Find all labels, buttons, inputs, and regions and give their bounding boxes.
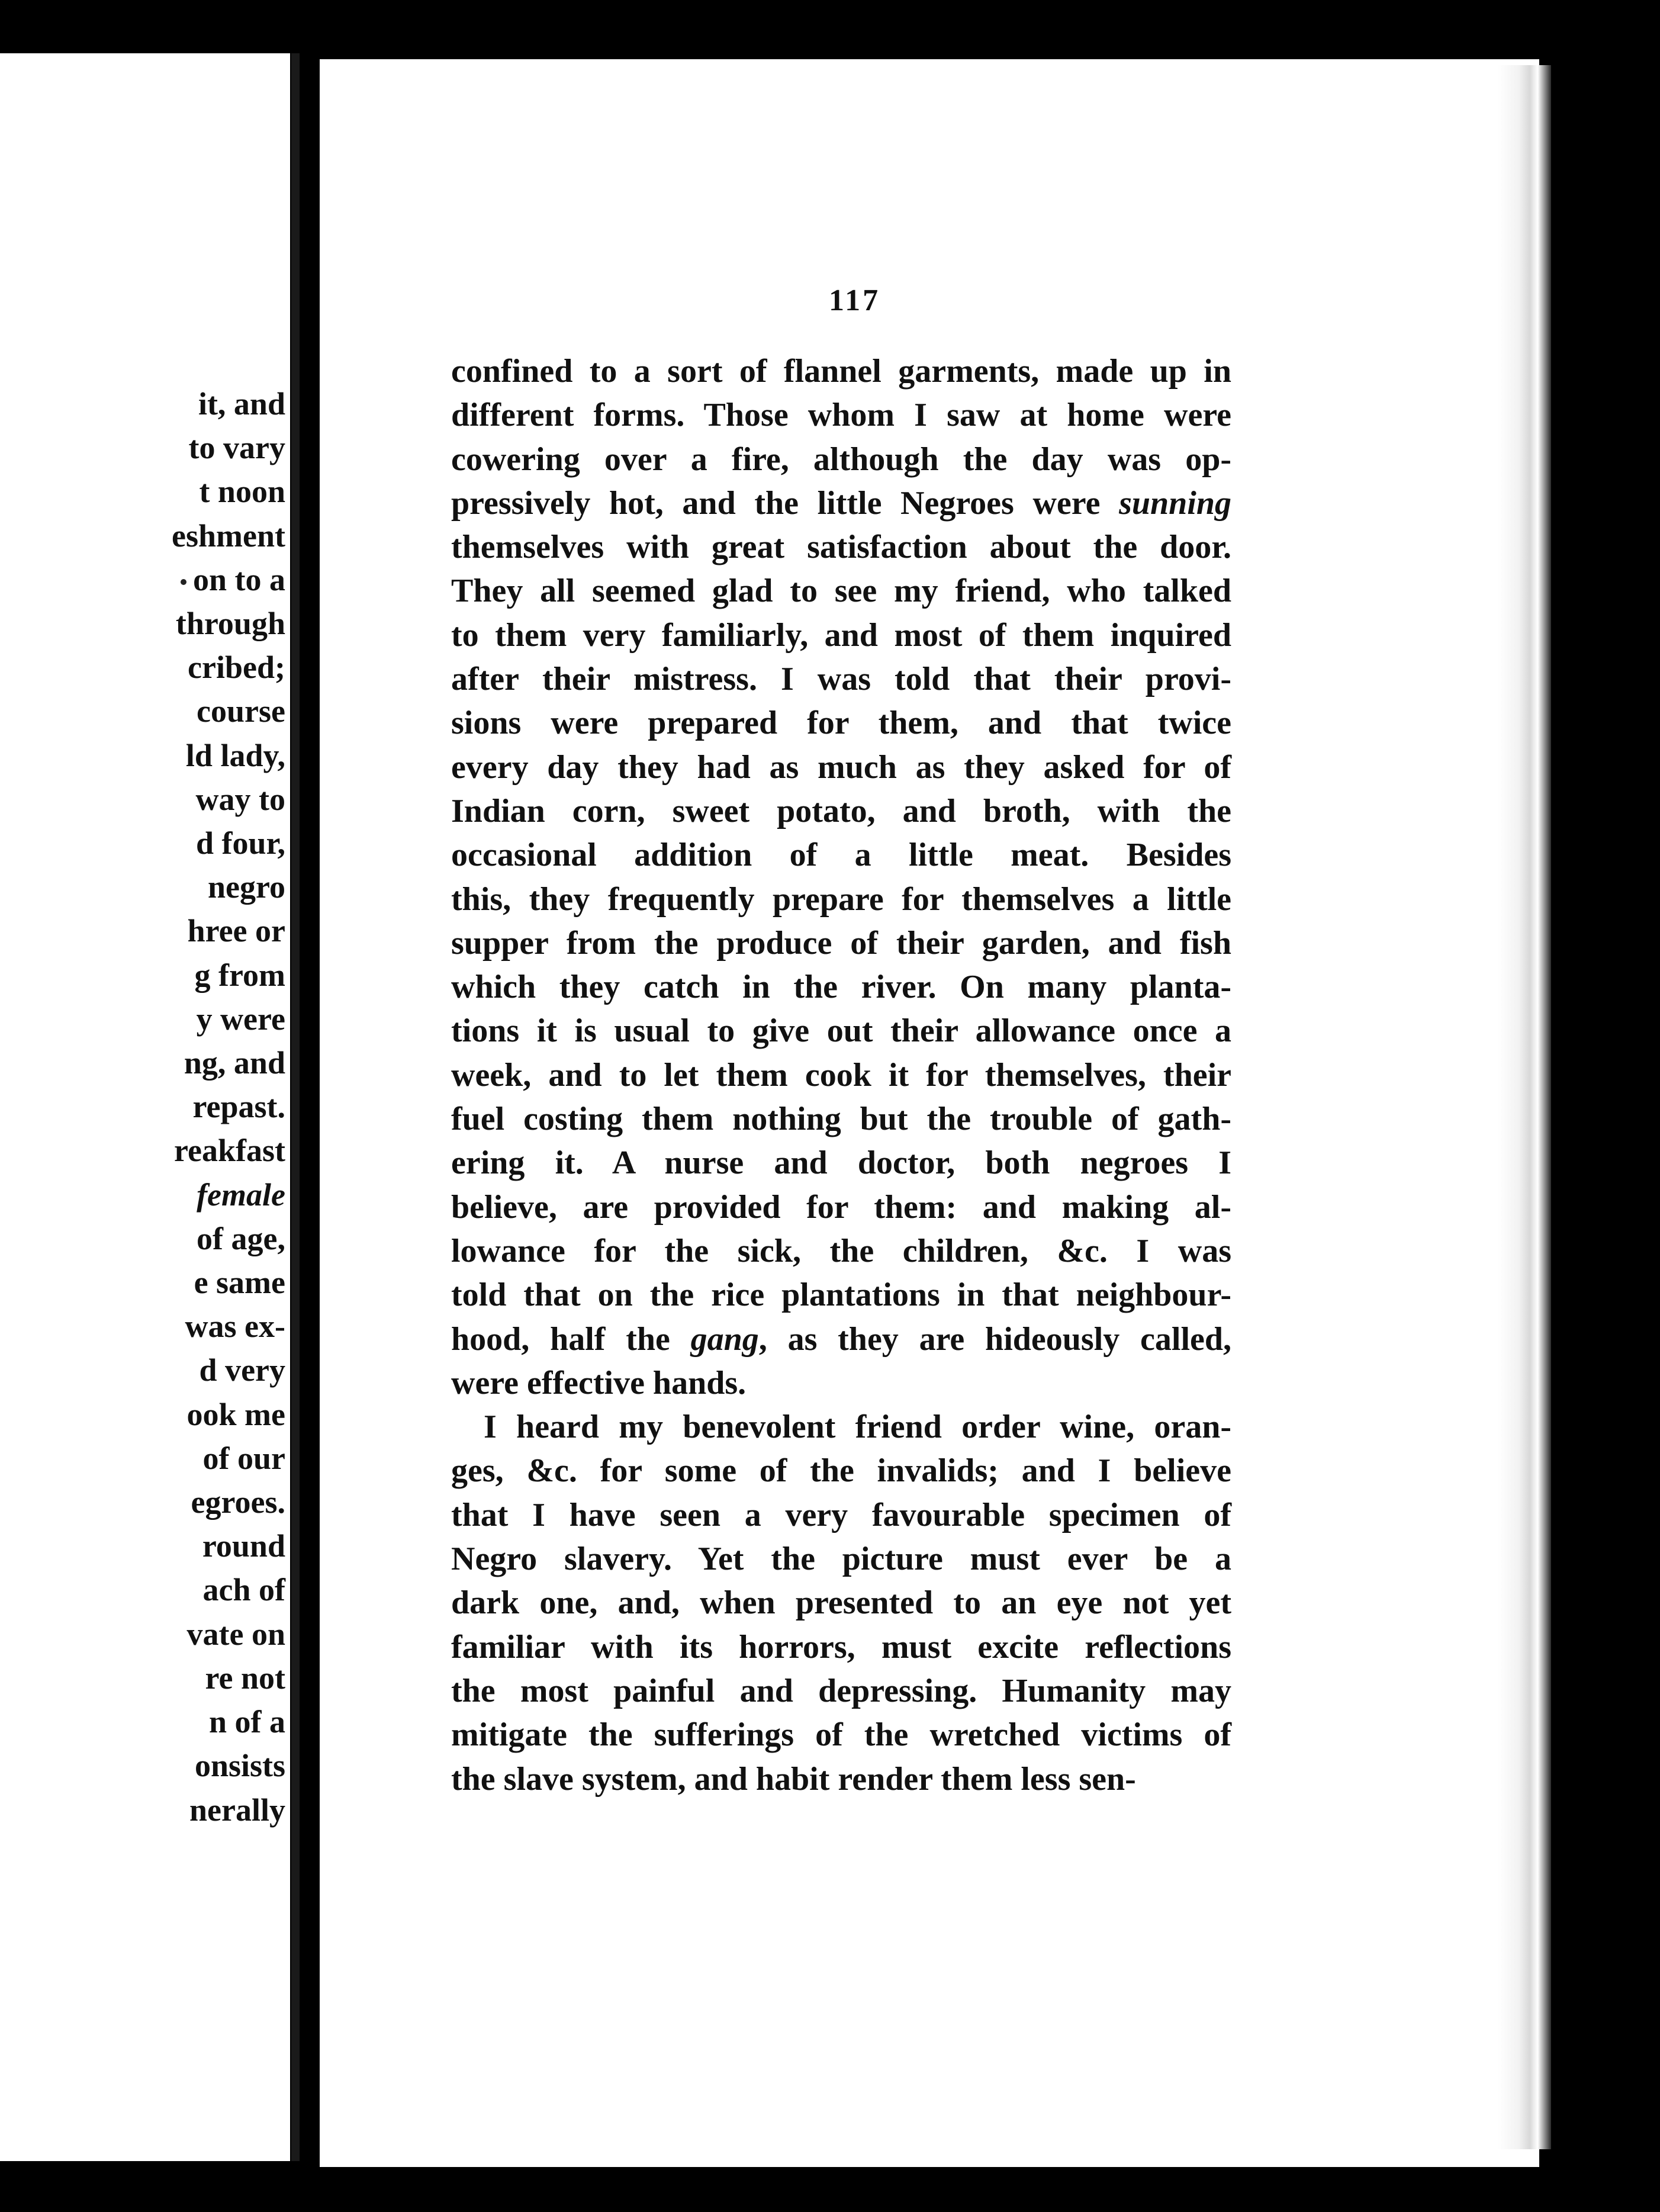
- left-text-line: egroes.: [191, 1484, 285, 1520]
- text-line: lowance for the sick, the children, &c. I was: [451, 1232, 1231, 1269]
- left-text-line: of age,: [197, 1220, 285, 1256]
- text-line: They all seemed glad to see my friend, who talked: [451, 573, 1231, 610]
- text-line: were effective hands.: [451, 1364, 747, 1401]
- text-line: every day they had as much as they asked for of: [451, 748, 1231, 786]
- text-line: told that on the rice plantations in that neighbour-: [451, 1277, 1231, 1314]
- text-line: I heard my benevolent friend order wine, oran-: [484, 1409, 1231, 1446]
- left-text-line: vate on: [186, 1616, 285, 1652]
- left-text-line: through: [175, 606, 285, 642]
- left-text-line: n of a: [208, 1704, 285, 1740]
- text-line: cowering over a fire, although the day was op-: [451, 441, 1231, 478]
- left-text-line: way to: [195, 781, 285, 817]
- gutter-shadow: [291, 53, 300, 2161]
- italic-word: sunning: [1119, 484, 1231, 522]
- text-segment: hood, half the: [451, 1320, 691, 1358]
- left-text-line: repast.: [192, 1089, 285, 1125]
- italic-word: gang: [690, 1320, 759, 1358]
- text-line: week, and to let them cook it for themselves, their: [451, 1056, 1231, 1094]
- body-text: [451, 349, 1231, 1801]
- left-text-line: to vary: [188, 430, 285, 466]
- text-line: different forms. Those whom I saw at home were: [451, 397, 1231, 434]
- left-text-line: negro: [208, 869, 285, 905]
- left-text-line: t noon: [199, 474, 285, 510]
- text-line: tions it is usual to give out their allowance once a: [451, 1012, 1231, 1050]
- text-line: ering it. A nurse and doctor, both negroes I: [451, 1144, 1231, 1182]
- text-line: dark one, and, when presented to an eye not yet: [451, 1584, 1231, 1622]
- page-edge: [1498, 65, 1551, 2149]
- text-line: [451, 1317, 1231, 1361]
- left-text-line: e same: [194, 1265, 285, 1301]
- left-text-line: course: [197, 693, 285, 729]
- text-line: believe, are provided for them: and making al-: [451, 1188, 1231, 1226]
- text-line: that I have seen a very favourable specimen of: [451, 1496, 1231, 1533]
- left-text-line: cribed;: [188, 650, 285, 686]
- left-text-line: of our: [202, 1440, 285, 1476]
- text-line: familiar with its horrors, must excite reflections: [451, 1628, 1231, 1666]
- left-page: [0, 53, 290, 2161]
- left-text-line: on to a: [192, 561, 285, 597]
- left-text-line: female: [197, 1176, 285, 1213]
- left-text-line: ook me: [186, 1396, 285, 1432]
- left-page-text: [172, 382, 285, 1832]
- left-text-line: hree or: [187, 913, 285, 949]
- text-line: themselves with great satisfaction about the door.: [451, 529, 1231, 566]
- left-text-line: re not: [205, 1660, 285, 1696]
- left-text-line: d four,: [195, 825, 285, 861]
- left-text-line: ach of: [202, 1572, 285, 1608]
- text-line: the slave system, and habit render them less sen-: [451, 1760, 1136, 1798]
- left-text-line: it, and: [198, 386, 285, 422]
- text-line: occasional addition of a little meat. Besides: [451, 837, 1231, 874]
- ink-speck: [181, 579, 186, 585]
- left-text-line: ld lady,: [185, 737, 285, 773]
- text-line: which they catch in the river. On many planta-: [451, 969, 1231, 1006]
- text-line: sions were prepared for them, and that twice: [451, 705, 1231, 742]
- left-text-line: round: [202, 1528, 285, 1564]
- text-line: fuel costing them nothing but the trouble of gath-: [451, 1101, 1231, 1138]
- text-line: Negro slavery. Yet the picture must ever be a: [451, 1541, 1231, 1578]
- text-segment: , as they are hideously called,: [758, 1320, 1232, 1358]
- page-number: 117: [829, 284, 881, 317]
- text-line: this, they frequently prepare for themselves a little: [451, 880, 1231, 918]
- left-text-line: eshment: [172, 517, 285, 554]
- left-text-line: reakfast: [174, 1133, 285, 1169]
- text-segment: pressively hot, and the little Negroes were: [451, 484, 1119, 522]
- text-line: after their mistress. I was told that their provi-: [451, 661, 1231, 698]
- text-line: supper from the produce of their garden, and fish: [451, 924, 1231, 962]
- text-line: confined to a sort of flannel garments, made up in: [451, 353, 1231, 390]
- text-line: [451, 481, 1231, 525]
- text-line: mitigate the sufferings of the wretched victims of: [451, 1716, 1231, 1754]
- text-line: ges, &c. for some of the invalids; and I believe: [451, 1452, 1231, 1490]
- left-text-line: nerally: [189, 1792, 285, 1828]
- left-text-line: y were: [196, 1001, 285, 1037]
- left-text-line: g from: [194, 957, 285, 993]
- left-text-line: d very: [199, 1352, 285, 1388]
- left-text-line: was ex-: [185, 1308, 285, 1345]
- left-text-line: onsists: [194, 1748, 285, 1784]
- left-text-line: ng, and: [184, 1045, 285, 1081]
- text-line: the most painful and depressing. Humanity may: [451, 1672, 1231, 1709]
- text-line: to them very familiarly, and most of them inquired: [451, 616, 1231, 654]
- text-line: Indian corn, sweet potato, and broth, with the: [451, 792, 1231, 830]
